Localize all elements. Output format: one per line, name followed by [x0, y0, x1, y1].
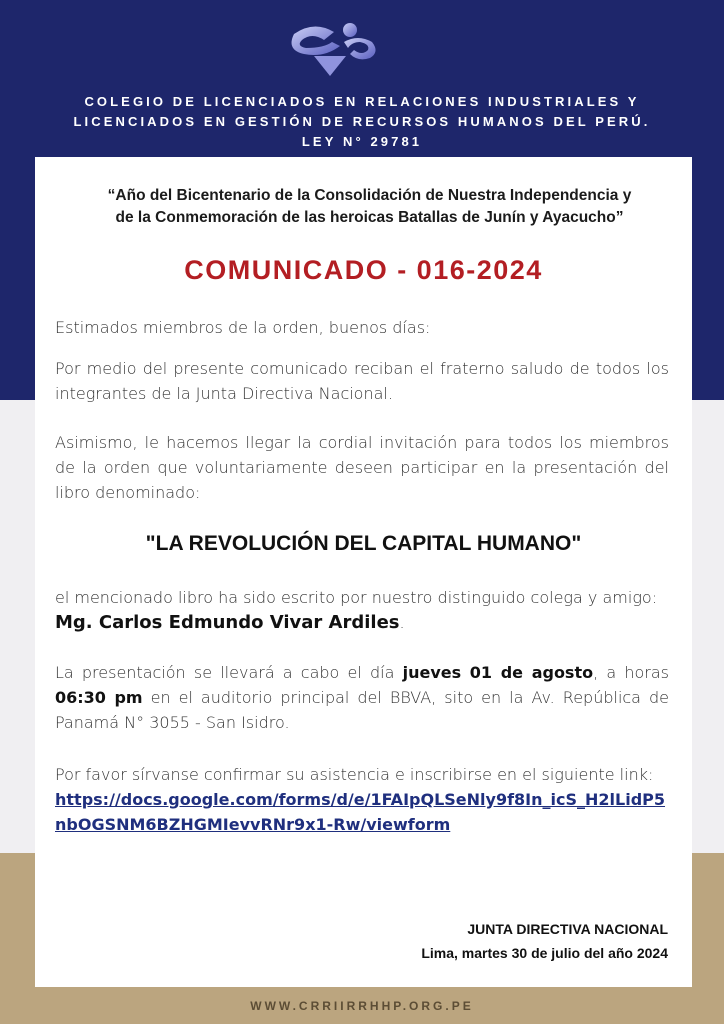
- communique-card: [35, 157, 692, 987]
- org-line-3: LEY N° 29781: [301, 134, 423, 149]
- author-intro: el mencionado libro ha sido escrito por nuestro distinguido colega y amigo:: [55, 588, 658, 607]
- confirm-paragraph: [55, 762, 669, 837]
- crip-logo-icon: [284, 12, 394, 78]
- confirm-text: Por favor sírvanse confirmar su asistencia e inscribirse en el siguiente link:: [55, 765, 654, 784]
- event-date: jueves 01 de agosto: [402, 663, 594, 682]
- author-paragraph: [55, 585, 669, 635]
- motto-line-1: “Año del Bicentenario de la Consolidación de Nuestra Independencia y: [107, 187, 632, 204]
- org-line-2: LICENCIADOS EN GESTIÓN DE RECURSOS HUMANOS DEL PERÚ.: [73, 114, 651, 129]
- communique-title: COMUNICADO - 016-2024: [184, 255, 543, 285]
- author-name: Mg. Carlos Edmundo Vivar Ardiles: [55, 612, 400, 633]
- motto-line-2: de la Conmemoración de las heroicas Batallas de Junín y Ayacucho”: [115, 209, 624, 226]
- event-time: 06:30 pm: [55, 688, 143, 707]
- paragraph-greeting: Por medio del presente comunicado reciban el fraterno saludo de todos los integrantes de la Junta Directiva Nacional.: [55, 359, 669, 403]
- signature: JUNTA DIRECTIVA NACIONAL: [467, 921, 668, 937]
- organization-name: [0, 92, 724, 152]
- website-link[interactable]: WWW.CRRIIRRHHP.ORG.PE: [250, 999, 474, 1013]
- book-title: "LA REVOLUCIÓN DEL CAPITAL HUMANO": [145, 532, 582, 555]
- signature-block: [421, 917, 668, 965]
- event-text-b: , a horas: [593, 663, 670, 682]
- event-paragraph: [55, 660, 669, 735]
- registration-link[interactable]: https://docs.google.com/forms/d/e/1FAIpQLSeNly9f8In_icS_H2lLidP5nbOGSNM6BZHGMIevvRNr9x1-Rw/viewform: [55, 790, 666, 834]
- author-end: .: [399, 613, 405, 632]
- event-text-c: en el auditorio principal del BBVA, sito en la Av. República de Panamá N° 3055 - San Isidro.: [55, 688, 670, 732]
- event-text-a: La presentación se llevará a cabo el día: [55, 663, 403, 682]
- org-line-1: COLEGIO DE LICENCIADOS EN RELACIONES INDUSTRIALES Y: [84, 94, 640, 109]
- place-date: Lima, martes 30 de julio del año 2024: [421, 945, 668, 961]
- year-motto: [35, 185, 692, 229]
- paragraph-invitation: Asimismo, le hacemos llegar la cordial invitación para todos los miembros de la orden que voluntariamente deseen participar en la presentación del libro denominado:: [55, 433, 669, 502]
- greeting: Estimados miembros de la orden, buenos días:: [55, 318, 431, 337]
